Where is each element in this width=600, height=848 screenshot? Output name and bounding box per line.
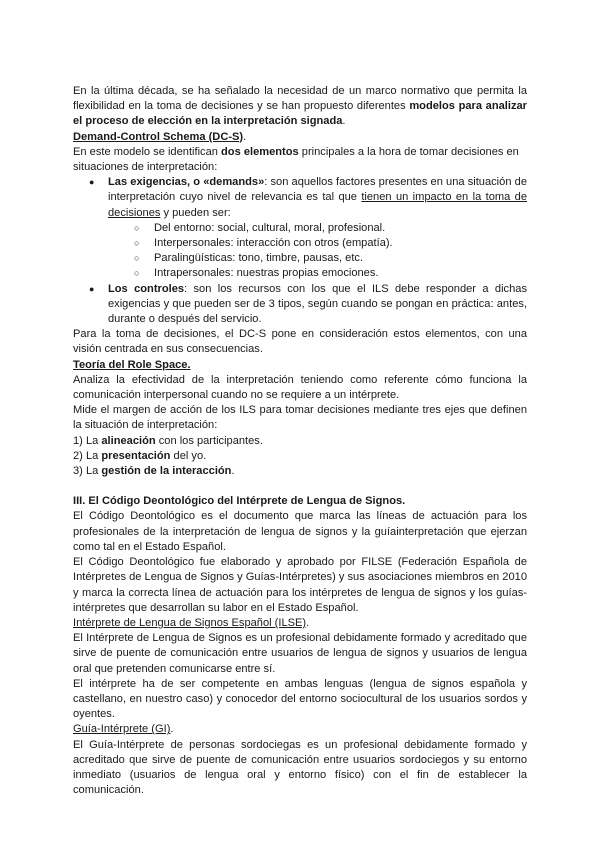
intro-paragraph [73, 84, 527, 130]
controls-term: Los controles [108, 282, 185, 295]
axis-bold: gestión de la interacción [101, 465, 232, 478]
axis-bold: presentación [101, 449, 171, 462]
list-item: ○ Intrapersonales: nuestras propias emociones. [134, 266, 527, 281]
section3-heading-text: III. El Código Deontológico del Intérprete de Lengua de Signos. [73, 495, 406, 508]
gi-heading-text: Guía-Intérprete (GI) [73, 723, 171, 736]
section3-p1: El Código Deontológico es el documento que marca las líneas de actuación para los profesionales de la interpretación de lengua de signos y la guíainterpretación que ejerzan como tal en el Estado Español. [73, 510, 527, 553]
intro-end: . [342, 115, 346, 128]
axis-post: con los participantes. [155, 434, 263, 447]
demands-sublist [108, 221, 527, 282]
controls-text: : son los recursos con los que el ILS debe responder a dichas exigencias y que pueden ser de 3 tipos, según cuando se pongan en práctica: antes, durante o después del servicio. [108, 282, 527, 326]
ilse-heading-end: . [306, 616, 310, 629]
ilse-heading-text: Intérprete de Lengua de Signos Español (ILSE) [73, 616, 307, 629]
dcs-intro-pre: En este modelo se identifican [73, 145, 222, 158]
demands-term: Las exigencias, o «demands» [108, 176, 265, 189]
gi-heading [73, 722, 527, 737]
dcs-element-list [73, 175, 527, 327]
list-item [87, 175, 527, 281]
ilse-heading [73, 616, 527, 631]
gi-p1: El Guía-Intérprete de personas sordociegas es un profesional debidamente formado y acreditado que sirve de puente de comunicación entre usuarios sordociegos y su entorno inmediato (usuarios de lengua oral y entorno físico) con el fin de establecer la comunicación. [73, 738, 527, 797]
dcs-closing: Para la toma de decisiones, el DC-S pone en consideración estos elementos, con una visión centrada en sus consecuencias. [73, 328, 527, 356]
axis-bold: alineación [101, 434, 156, 447]
ilse-p2: El intérprete ha de ser competente en ambas lenguas (lengua de signos española y castellano, en nuestro caso) y conocedor del entorno sociocultural de los usuarios sordos y oyentes. [73, 677, 527, 721]
axis-pre: 1) La [73, 434, 102, 447]
list-item: ○ Paralingüísticas: tono, timbre, pausas, etc. [134, 251, 527, 266]
demands-text: : son aquellos factores presentes en una situación de interpretación cuyo nivel de relevancia es tal que [108, 176, 527, 204]
list-item: ○ Del entorno: social, cultural, moral, profesional. [134, 221, 527, 236]
role-space-heading-text: Teoría del Role Space. [73, 358, 191, 371]
dcs-heading [73, 130, 527, 145]
demands-end: y pueden ser: [160, 206, 231, 219]
axis-post: del yo. [170, 449, 207, 462]
list-item: ○ Interpersonales: interacción con otros (empatía). [134, 236, 527, 251]
axis-item [73, 434, 527, 449]
demands-underline: tienen un impacto en la toma de decisiones [108, 191, 527, 219]
axis-pre: 3) La [73, 465, 102, 478]
axis-pre: 2) La [73, 449, 102, 462]
intro-text: En la última década, se ha señalado la necesidad de un marco normativo que permita la flexibilidad en la toma de decisiones y se han propuesto diferentes [73, 85, 527, 113]
role-space-p1: Analiza la efectividad de la interpretación teniendo como referente cómo funciona la comunicación interpersonal cuando no se requiere a un intérprete. [73, 373, 527, 402]
document-page [73, 84, 527, 798]
axis-item [73, 449, 527, 464]
gi-heading-end: . [170, 723, 174, 736]
section3-p2: El Código Deontológico fue elaborado y aprobado por FILSE (Federación Española de Intérpretes de Lengua de Signos y Guías-Intérpretes) y sus asociaciones miembros en 2010 y marca la correcta línea de actuación para los intérpretes de lengua de signos y los guías-intérpretes que desarrollan su labor en el Estado Español. [73, 556, 527, 614]
section3-heading [73, 494, 527, 509]
intro-bold-text: modelos para analizar el proceso de elección en la interpretación signada [73, 100, 527, 128]
dcs-intro-post: principales a la hora de tomar decisiones en situaciones de interpretación: [73, 145, 519, 174]
axis-item [73, 464, 527, 479]
dcs-intro-bold: dos elementos [221, 145, 299, 158]
axis-post: . [231, 465, 235, 478]
dcs-intro [73, 145, 527, 175]
role-space-heading [73, 358, 527, 373]
ilse-p1: El Intérprete de Lengua de Signos es un profesional debidamente formado y acreditado que sirve de puente de comunicación entre usuarios de lengua de signos y usuarios de lengua oral que pretenden comunicarse entre sí. [73, 632, 527, 675]
list-item [87, 282, 527, 328]
role-space-p2: Mide el margen de acción de los ILS para tomar decisiones mediante tres ejes que definen la situación de interpretación: [73, 404, 527, 432]
dcs-heading-text: Demand-Control Schema (DC-S) [73, 130, 244, 143]
dcs-heading-end: . [243, 130, 247, 143]
